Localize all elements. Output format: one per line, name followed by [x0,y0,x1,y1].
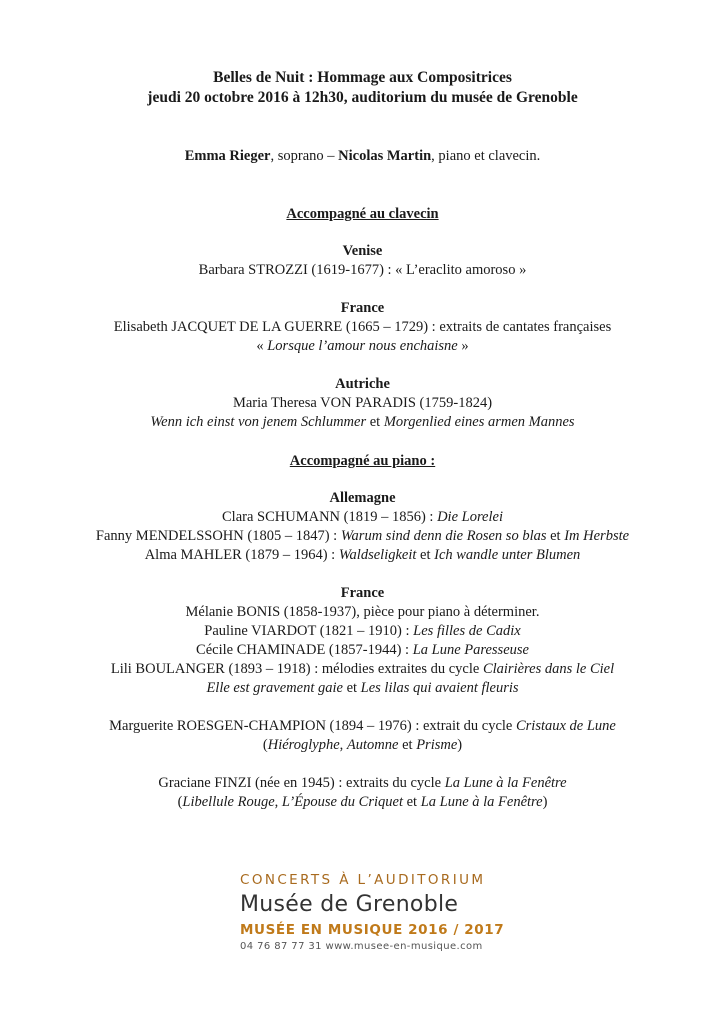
region-heading-allemagne: Allemagne [329,490,396,506]
performer-1-role: , soprano – [270,148,339,164]
work-mahler: Alma MAHLER (1879 – 1964) : Waldseligkeit et Ich wandle unter Blumen [144,547,581,563]
work-boulanger-titles: Elle est gravement gaie et Les lilas qui avaient fleuris [206,680,519,696]
work-finzi-titles: (Libellule Rouge, L’Épouse du Criquet et La Lune à la Fenêtre) [177,794,548,810]
concert-date-venue: jeudi 20 octobre 2016 à 12h30, auditorium du musée de Grenoble [147,89,578,106]
performer-1-name: Emma Rieger [184,148,271,164]
work-boulanger: Lili BOULANGER (1893 – 1918) : mélodies extraites du cycle Clairières dans le Ciel [110,661,615,677]
work-finzi: Graciane FINZI (née en 1945) : extraits du cycle La Lune à la Fenêtre [158,775,567,791]
work-jacquet: Elisabeth JACQUET DE LA GUERRE (1665 – 1729) : extraits de cantates françaises [113,319,612,335]
footer-season-label: MUSÉE EN MUSIQUE 2016 / 2017 [240,922,505,938]
footer-logo [240,870,505,954]
region-heading-france-piano: France [340,585,385,601]
work-roesgen-champion: Marguerite ROESGEN-CHAMPION (1894 – 1976) : extrait du cycle Cristaux de Lune [109,718,616,734]
region-heading-france-harpsichord: France [340,300,385,316]
footer-concerts-label: CONCERTS À L’AUDITORIUM [240,872,486,888]
work-jacquet-title: « Lorsque l’amour nous enchaisne » [256,338,469,354]
work-paradis-titles: Wenn ich einst von jenem Schlummer et Morgenlied eines armen Mannes [150,414,575,430]
region-heading-autriche: Autriche [335,376,390,392]
work-strozzi: Barbara STROZZI (1619-1677) : « L’eraclito amoroso » [198,262,527,278]
performer-2-role: , piano et clavecin. [431,148,541,164]
footer-museum-name: Musée de Grenoble [240,892,459,917]
performers-line [0,147,725,166]
section-heading-harpsichord: Accompagné au clavecin [286,206,439,222]
work-viardot: Pauline VIARDOT (1821 – 1910) : Les filles de Cadix [204,623,521,639]
concert-title: Belles de Nuit : Hommage aux Compositrices [213,69,512,86]
performer-2-name: Nicolas Martin [338,148,432,164]
region-heading-venise: Venise [342,243,383,259]
work-chaminade: Cécile CHAMINADE (1857-1944) : La Lune Paresseuse [196,642,529,658]
work-mendelssohn: Fanny MENDELSSOHN (1805 – 1847) : Warum sind denn die Rosen so blas et Im Herbste [95,528,630,544]
work-schumann: Clara SCHUMANN (1819 – 1856) : Die Lorelei [222,509,503,525]
section-heading-piano: Accompagné au piano : [289,453,436,469]
footer-contact: 04 76 87 77 31 www.musee-en-musique.com [240,941,483,952]
work-roesgen-champion-titles: (Hiéroglyphe, Automne et Prisme) [262,737,463,753]
work-paradis: Maria Theresa VON PARADIS (1759-1824) [232,395,493,411]
work-bonis: Mélanie BONIS (1858-1937), pièce pour piano à déterminer. [185,604,540,620]
